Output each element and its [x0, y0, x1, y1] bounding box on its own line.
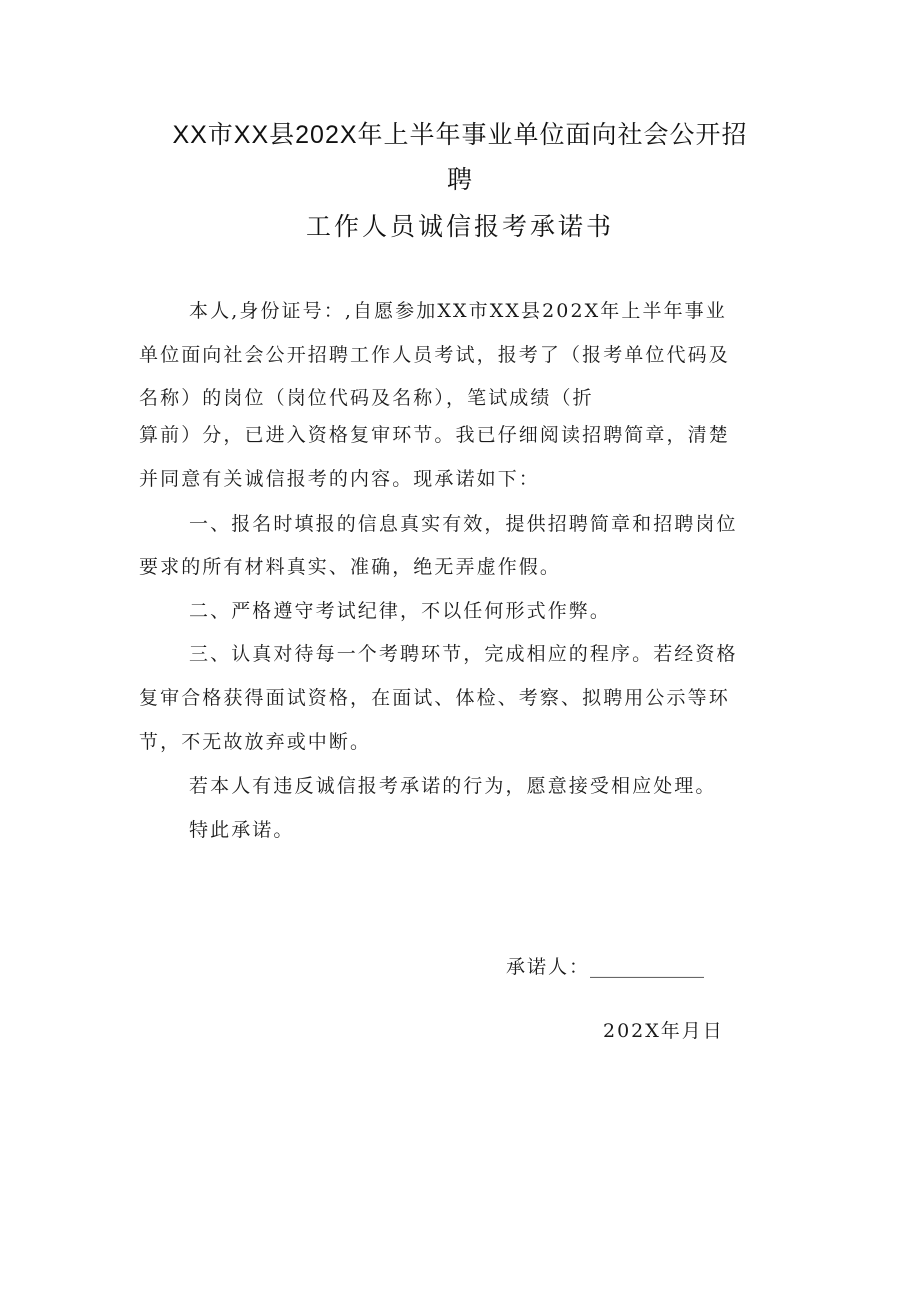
signer-label: 承诺人：: [506, 956, 591, 978]
item3-line2: 复审合格获得面试资格，在面试、体检、考察、拟聘用公示等环: [139, 687, 730, 709]
date-line: 202X年月日: [603, 1020, 724, 1042]
violation-statement: 若本人有违反诚信报考承诺的行为，愿意接受相应处理。: [189, 775, 717, 797]
paragraph1-line2: 单位面向社会公开招聘工作人员考试，报考了（报考单位代码及: [139, 344, 730, 366]
title-line-3: 工作人员诚信报考承诺书: [305, 212, 614, 241]
paragraph1-line3: 名称）的岗位（岗位代码及名称），笔试成绩（折: [139, 387, 594, 409]
item1-line2: 要求的所有材料真实、准确，绝无弄虚作假。: [139, 556, 562, 578]
title-line-1: XX市XX县202X年上半年事业单位面向社会公开招: [172, 121, 748, 149]
signer-blank: ____________: [590, 956, 705, 978]
title-line-2: 聘: [446, 166, 473, 194]
item3-line3: 节，不无故放弃或中断。: [139, 731, 372, 753]
item2-line: 二、严格遵守考试纪律，不以任何形式作弊。: [189, 600, 612, 622]
item1-line1: 一、报名时填报的信息真实有效，提供招聘简章和招聘岗位: [189, 513, 738, 535]
paragraph1-line4: 算前）分，已进入资格复审环节。我已仔细阅读招聘简章，清楚: [139, 424, 730, 446]
paragraph1-line1: 本人,身份证号：,自愿参加XX市XX县202X年上半年事业: [189, 300, 727, 322]
signer-line: [506, 953, 704, 981]
paragraph1-line5: 并同意有关诚信报考的内容。现承诺如下：: [139, 468, 540, 490]
closing-statement: 特此承诺。: [189, 819, 295, 841]
item3-line1: 三、认真对待每一个考聘环节，完成相应的程序。若经资格: [189, 643, 738, 665]
